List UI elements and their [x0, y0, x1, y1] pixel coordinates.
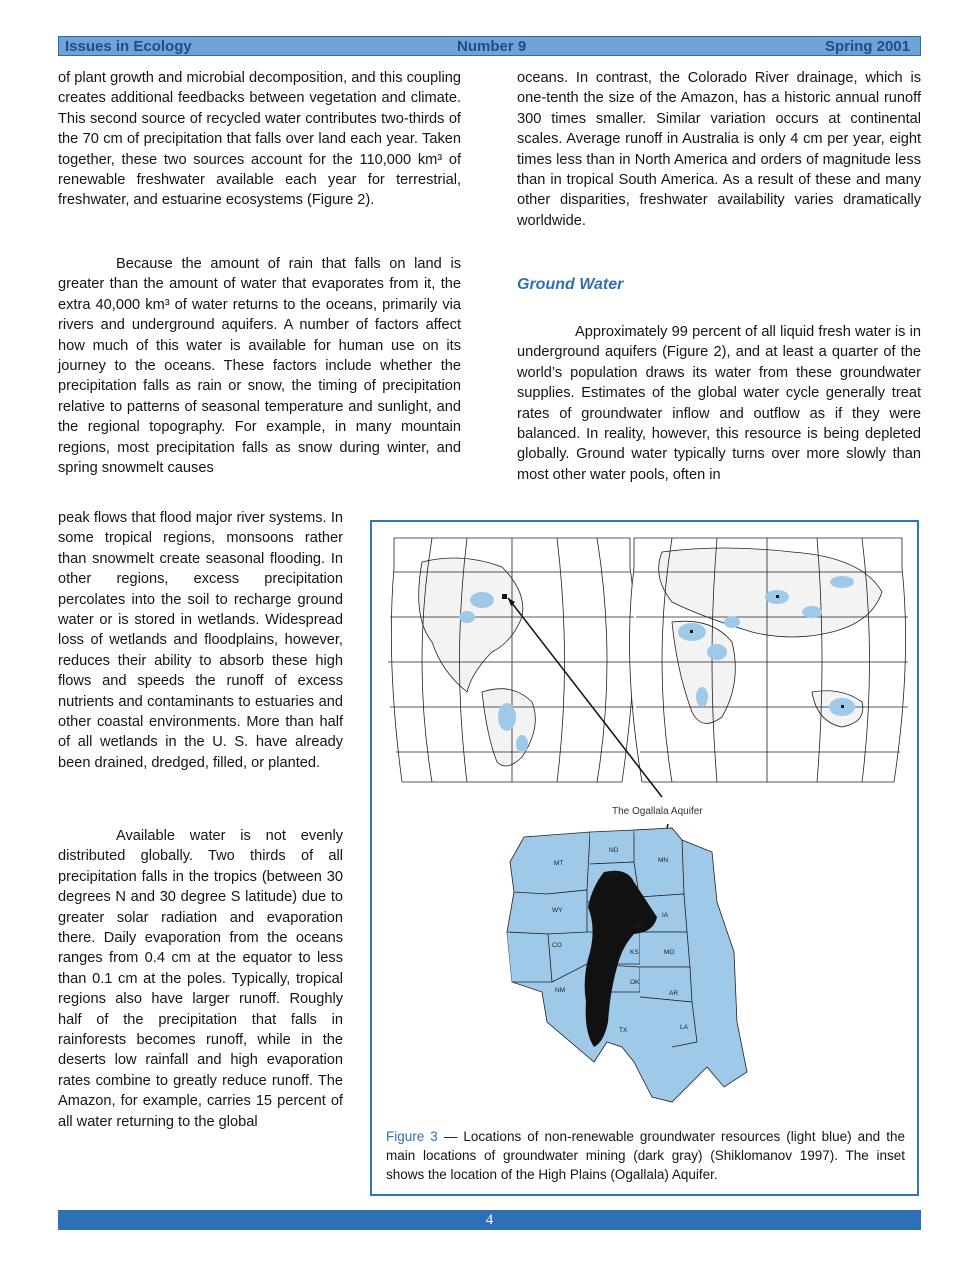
inset-title: The Ogallala Aquifer	[612, 806, 703, 817]
state-label-ar: AR	[669, 990, 679, 997]
right-paragraph-1: oceans. In contrast, the Colorado River drainage, which is one-tenth the size of the Amazon, has a historic annual runoff 300 times smaller. Similar variation occurs at continental scales. Average runoff in Australia is only 4 cm per year, eight times less than in North America and orders of magnitude less than in tropical South America. As a result of these and many other disparities, freshwater availability varies dramatically worldwide.	[517, 70, 921, 229]
state-label-nm: NM	[555, 987, 566, 994]
figure-3-box	[370, 520, 919, 1196]
state-label-mn: MN	[658, 857, 669, 864]
state-label-mt: MT	[554, 860, 564, 867]
page-footer	[58, 1210, 921, 1230]
figure-3-caption-text: — Locations of non-renewable groundwater resources (light blue) and the main locations of groundwater mining (dark gray) (Shiklomanov 1997). The inset shows the location of the High Plains (Ogallala) Aquifer.	[386, 1129, 906, 1182]
left-paragraph-1: of plant growth and microbial decomposition, and this coupling creates additional feedbacks between vegetation and climate. This second source of recycled water contributes two-thirds of the 70 cm of precipitation that falls over land each year. Taken together, these two sources account for the 110,000 km³ of renewable freshwater available each year for terrestrial, freshwater, and estuarine ecosystems (Figure 2).	[58, 70, 461, 209]
issue-number: Number 9	[457, 38, 527, 55]
state-label-la: LA	[680, 1024, 688, 1031]
left-paragraph-2-continued: peak flows that flood major river systems. In some tropical regions, monsoons rather than snowmelt create seasonal flooding. In other regions, excess precipitation percolates into the soil to recharge ground water or is stored in wetlands. Widespread loss of wetlands and floodplains, however, reduces their ability to absorb these high flows and speeds the runoff of excess nutrients and contaminants to estuaries and other coastal environments. More than half of all wetlands in the U. S. have already been drained, dredged, filled, or planted.	[58, 510, 343, 771]
state-label-ks: KS	[630, 949, 639, 956]
state-label-nd: ND	[609, 847, 619, 854]
figure-3-maps	[372, 522, 917, 1194]
journal-title: Issues in Ecology	[65, 38, 192, 55]
issue-season: Spring 2001	[824, 38, 910, 55]
state-label-wy: WY	[552, 907, 563, 914]
state-label-ia: IA	[662, 912, 669, 919]
figure-3-caption	[386, 1127, 905, 1184]
us-inset-map	[507, 828, 747, 1102]
left-paragraph-2: Because the amount of rain that falls on land is greater than the amount of water that evaporates from it, the extra 40,000 km³ of water returns to the oceans, primarily via rivers and underground aquifers. A number of factors affect how much of this water is available for human use on its journey to the oceans. These factors include whether the precipitation falls as rain or snow, the timing of precipitation relative to patterns of seasonal temperature and sunlight, and the regional topography. For example, in many mountain regions, most precipitation falls as snow during winter, and spring snowmelt causes	[58, 256, 461, 477]
world-map	[388, 538, 908, 782]
right-paragraph-2: Approximately 99 percent of all liquid fresh water is in underground aquifers (Figure 2), and at least a quarter of the world’s population draws its water from these groundwater supplies. Estimates of the global water cycle generally treat rates of groundwater inflow and outflow as if they were balanced. In reality, however, this resource is being depleted globally. Ground water typically turns over more slowly than most other water pools, often in	[517, 324, 921, 483]
state-label-ne: NE	[634, 923, 644, 930]
state-label-tx: TX	[619, 1027, 628, 1034]
figure-3-label: Figure 3	[386, 1129, 438, 1144]
state-label-co: CO	[552, 942, 562, 949]
running-header	[58, 36, 921, 56]
left-paragraph-3: Available water is not evenly distributed globally. Two thirds of all precipitation falls in the tropics (between 30 degrees N and 30 degree S latitude) due to greater solar radiation and evaporation there. Daily evaporation from the oceans ranges from 0.4 cm at the equator to less than 0.1 cm at the poles. Typically, tropical regions also have larger runoff. Roughly half of the precipitation that falls in rainforests becomes runoff, while in the deserts low rainfall and high evaporation rates combine to greatly reduce runoff. The Amazon, for example, carries 15 percent of all water returning to the global	[58, 828, 343, 1130]
state-label-sd: SD	[609, 872, 619, 879]
state-label-mo: MO	[664, 949, 675, 956]
section-heading-ground-water: Ground Water	[517, 276, 624, 293]
state-label-ok: OK	[630, 979, 640, 986]
page-number: 4	[485, 1212, 494, 1228]
